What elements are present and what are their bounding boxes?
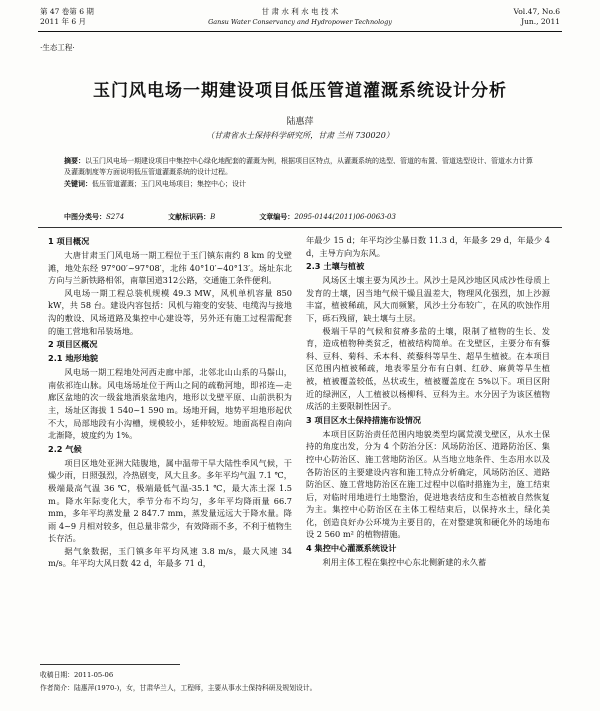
received-date: 收稿日期：2011-05-06 [40, 671, 114, 679]
abstract [64, 155, 538, 178]
abstract-block [64, 155, 538, 191]
journal-title-en: Gansu Water Conservancy and Hydropower Technology [208, 18, 392, 26]
left-column [48, 234, 292, 570]
keywords [64, 178, 538, 190]
doc-label: 文献标识码： [168, 212, 211, 221]
body-paragraph: 风场区土壤主要为风沙土。风沙土是风沙地区风成沙性母质上发育的土壤，因当地气候干燥且温差大，物理风化强烈，加上沙源丰富，植被稀疏，风大而频繁，风沙土分布较广，在风的吹蚀作用下，砾石残留，缺土壤与土层。 [306, 275, 550, 323]
date-cn: 2011 年 6 月 [40, 17, 87, 26]
body-paragraph: 风电场一期工程地处河西走廊中部，北邻北山山系的马鬃山，南依祁连山脉。风电场场址位于两山之间的疏勒河地，即祁连—走廊区盆地的次一级盆地酒泉盆地内，地形以戈壁平原、山前洪积为主，场址区海拔 1 540~1 590 m。场地开阔，地势平坦地形起伏不大，局部地段有小沟槽，规模较小，延伸较短。地面高程自南向北渐降，坡度约为 1%。 [48, 367, 292, 441]
volume-issue-en: Vol.47, No.6 [513, 7, 560, 16]
body-paragraph: 项目区地处亚洲大陆腹地，属中温带干旱大陆性季风气候，干燥少雨，日照强烈，冷热剧变，风大且多。多年平均气温 7.1 ℃，极端最高气温 36 ℃，极端最低气温-35.1 ℃，最大冻土深 1.5 m。降水年际变化大，季节分布不均匀，多年平均降雨量 66.7 mm，多年平均蒸发量 2 847.7 mm，蒸发量远远大于降水量。降雨 4~9 月相对较多，但总量非常少，有效降雨不多，不利于植物生长存活。 [48, 457, 292, 544]
abstract-text: 以玉门风电场一期建设项目中集控中心绿化地配套的灌溉为例，根据项目区特点，从灌溉系统的选型、管道的布置、管道选型设计、管道水力计算及灌溉制度等方面说明低压管道灌溉系统的设计过程。 [64, 157, 533, 177]
section-tag: ·生态工程· [40, 43, 75, 52]
section-heading: 2.3 土壤与植被 [306, 261, 365, 272]
paper-title: 玉门风电场一期建设项目低压管道灌溉系统设计分析 [93, 81, 507, 101]
meta-rule [38, 227, 562, 228]
keywords-text: 低压管道灌溉；玉门风电场项目；集控中心；设计 [92, 180, 246, 189]
body-paragraph: 极端干旱的气候和贫瘠多盐的土壤，限制了植物的生长、发育，造成植物种类贫乏，植被结构简单。在戈壁区，主要分布有藜科、豆科、菊科、禾本科、蒺藜科等旱生、超旱生植被。在本项目区范围内植被稀疏，地表零星分布有白刺、红砂、麻黄等旱生植被，植被覆盖较低，丛状或生，植被覆盖度在 5%以下。项目区附近的绿洲区，人工植被以杨柳科、豆科为主。水分因子为该区植物成活的主要限制性因子。 [306, 325, 550, 412]
classification-line [64, 212, 538, 222]
body-paragraph: 利用主体工程在集控中心东北侧新建的永久蓄 [322, 557, 487, 568]
art-label: 文章编号： [259, 212, 295, 221]
volume-issue-cn: 第 47 卷第 6 期 [40, 7, 94, 16]
doc-value: B [210, 213, 216, 221]
date-en: Jun., 2011 [521, 17, 560, 26]
section-heading: 1 项目概况 [48, 236, 90, 246]
doc-code [168, 212, 215, 222]
keywords-label: 关键词： [64, 179, 92, 189]
section-heading: 2 项目区概况 [48, 339, 98, 350]
clc-value: S274 [106, 213, 125, 221]
body-paragraph: 年最少 15 d；年平均沙尘暴日数 11.3 d，年最多 29 d，年最少 4 d，主导方向为东风。 [306, 235, 550, 258]
right-column [306, 234, 550, 569]
article-number [259, 212, 396, 222]
body-paragraph: 大唐甘肃玉门风电场一期工程位于玉门镇东南约 8 km 的戈壁滩，地处东经 97°00′~97°08′，北纬 40°10′~40°13′。场址东北方向与兰新铁路相邻，南靠国道312公路，交通施工条件便利。 [48, 250, 292, 286]
author-bio: 作者简介：陆惠萍(1970-)，女，甘肃华兰人，工程师，主要从事水土保持科研及规划设计。 [40, 684, 317, 692]
body-paragraph: 据气象数据，玉门镇多年平均风速 3.8 m/s，最大风速 34 m/s。年平均大风日数 42 d，年最多 71 d， [48, 545, 292, 569]
clc-number [64, 212, 124, 222]
body-paragraph: 本项目区防治责任范围内地貌类型均属荒漠戈壁区，从水土保持的角度出发，分为 4 个防治分区：风场防治区、道路防治区、集控中心防治区、施工营地防治区。从当地立地条件、生态用水以及各防治区的主要建设内容和施工特点分析确定，风场防治区、道路防治区、施工营地防治区在施工过程中以临时措施为主，施工结束后，对临时用地进行土地整治，促进地表结皮和生态植被自然恢复为主。集控中心防治区在主体工程结束后，以保持水土，绿化美化，创造良好办公环境为主要目的，在对整建筑和硬化外的场地布设 2 560 m² 的植物措施。 [306, 428, 550, 540]
section-heading: 2.1 地形地貌 [48, 353, 99, 364]
section-heading: 2.2 气候 [48, 443, 82, 454]
body-paragraph: 风电场一期工程总装机规模 49.3 MW，风机单机容量 850 kW，共 58 台。建设内容包括：风机与箱变的安装、电缆沟与接地沟的敷设、风场道路及集控中心建设等，另外还有施工过程需配套的施工营地和吊装场地。 [48, 287, 292, 336]
art-value: 2095-0144(2011)06-0063-03 [294, 213, 396, 221]
header-rule [38, 31, 562, 32]
author: 陆惠萍 [286, 117, 314, 127]
abstract-label: 摘要： [64, 156, 85, 165]
clc-label: 中图分类号： [64, 212, 106, 221]
header-right [514, 7, 560, 27]
footnote-rule [40, 664, 180, 665]
header-center [0, 7, 600, 27]
section-heading: 3 项目区水土保持措施布设情况 [306, 414, 421, 425]
section-heading: 4 集控中心灌溉系统设计 [306, 543, 397, 554]
affiliation: （甘肃省水土保持科学研究所，甘肃 兰州 730020） [206, 131, 394, 140]
journal-title-cn: 甘 肃 水 利 水 电 技 术 [261, 7, 339, 16]
